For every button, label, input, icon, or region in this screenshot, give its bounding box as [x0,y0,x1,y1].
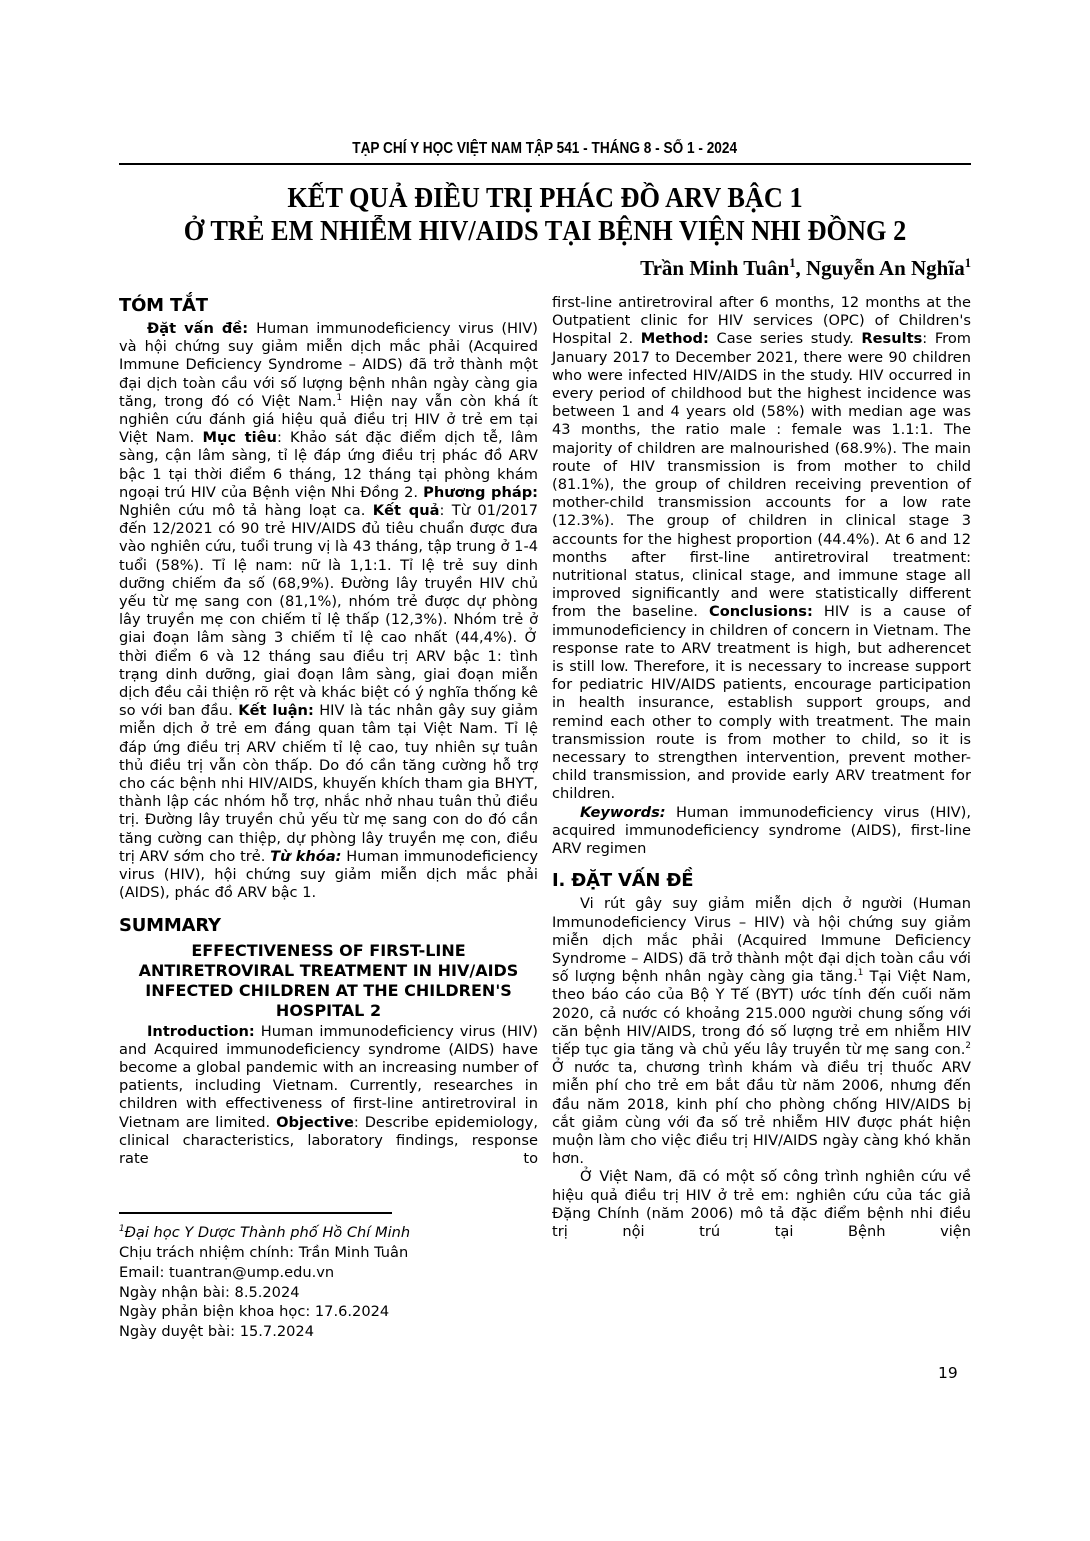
summary-intro-paragraph: Introduction: Human immunodeficiency virus (HIV) and Acquired immunodeficiency syndrome (AIDS) have become a global pandemic with an increasing number of patients, including Vietnam. Currently, researches in children with effectiveness of first-line antiretroviral in Vietnam are limited. Objective: Describe epidemiology, clinical characteristics, laboratory findings, response rate to [119,1022,538,1167]
journal-header [119,138,971,158]
footnote-affiliation: $^1$Đại học Y Dược Thành phố Hồ Chí Minh [119,1224,411,1242]
abstract-vi-paragraph: Đặt vấn đề: Human immunodeficiency virus (HIV) và hội chứng suy giảm miễn dịch mắc phải (Acquired Immune Deficiency Syndrome – AIDS) đã trở thành một đại dịch toàn cầu với số lượng bệnh nhân ngày càng gia tăng, trong đó có Việt Nam.$^1$ Hiện nay vẫn còn khá ít nghiên cứu đánh giá hiệu quả điều trị HIV ở trẻ em tại Việt Nam. Mục tiêu: Khảo sát đặc điểm dịch tễ, lâm sàng, cận lâm sàng, tỉ lệ đáp ứng điều trị phác đồ ARV bậc 1 tại thời điểm 6 tháng, 12 tháng tại phòng khám ngoại trú HIV của Bệnh viện Nhi Đồng 2. Phương pháp: Nghiên cứu mô tả hàng loạt ca. Kết quả: Từ 01/2017 đến 12/2021 có 90 trẻ HIV/AIDS đủ tiêu chuẩn được đưa vào nghiên cứu, tuổi trung vị là 43 tháng, tập trung ở 1-4 tuổi (58%). Tỉ lệ nam: nữ là 1,1:1. Tỉ lệ trẻ suy dinh dưỡng chiếm đa số (68,9%). Đường lây truyền HIV chủ yếu từ mẹ sang con (81,1%), nhóm trẻ được dự phòng lây truyền mẹ con chiếm tỉ lệ thấp (12,3%). Nhóm trẻ ở giai đoạn lâm sàng 3 chiếm tỉ lệ cao nhất (44,4%). Ở thời điểm 6 và 12 tháng sau điều trị ARV bậc 1: tình trạng dinh dưỡng, giai đoạn lâm sàng, giai đoạn miễn dịch đều cải thiện rõ rệt và khác biệt có ý nghĩa thống kê so với ban đầu. Kết luận: HIV là tác nhân gây suy giảm miễn dịch ở trẻ em đáng quan tâm tại Việt Nam. Tỉ lệ đáp ứng điều trị ARV chiếm tỉ lệ cao, tuy nhiên sự tuân thủ điều trị vẫn còn thấp. Do đó cần tăng cường hỗ trợ cho các bệnh nhi HIV/AIDS, khuyến khích tham gia BHYT, thành lập các nhóm hỗ trợ, nhắc nhở nhau tuân thủ điều trị. Đường lây truyền chủ yếu từ mẹ sang con do đó cần tăng cường can thiệp, dự phòng lây truyền mẹ con, điều trị ARV sớm cho trẻ. Từ khóa: Human immunodeficiency virus (HIV), hội chứng suy giảm miễn dịch mắc phải (AIDS), phác đồ ARV bậc 1. [119,320,539,902]
footnote-responsible: Chịu trách nhiệm chính: Trần Minh Tuân [119,1244,409,1262]
footnote-date-received: Ngày nhận bài: 8.5.2024 [119,1283,300,1301]
page-number: 19 [938,1364,958,1382]
footnote-date-accepted: Ngày duyệt bài: 15.7.2024 [119,1323,314,1341]
article-title-line-2: Ở TRẺ EM NHIỄM HIV/AIDS TẠI BỆNH VIỆN NHI ĐỒNG 2 [183,216,907,247]
section-1-paragraph-2: Ở Việt Nam, đã có một số công trình nghiên cứu về hiệu quả điều trị HIV ở trẻ em: nghiên cứu của tác giả Đặng Chính (năm 2006) mô tả đặc điểm bệnh nhi điều trị nội trú tại Bệnh viện [552,1168,971,1240]
article-title [119,182,971,248]
footnote-divider [119,1212,392,1214]
journal-header-text: TẠP CHÍ Y HỌC VIỆT NAM TẬP 541 - THÁNG 8 - SỐ 1 - 2024 [352,140,738,157]
footnote-date-reviewed: Ngày phản biện khoa học: 17.6.2024 [119,1303,390,1321]
section-1-heading: I. ĐẶT VẤN ĐỀ [552,870,694,892]
right-column [552,294,971,1342]
left-column [119,294,538,1342]
abstract-en-paragraph: first-line antiretroviral after 6 months, 12 months at the Outpatient clinic for HIV services (OPC) of Children's Hospital 2. Method: Case series study. Results: From January 2017 to December 2021, there were 90 children who were infected HIV/AIDS in the study. HIV occurred in every period of childhood but the highest incidence was between 1 and 4 years old (58%) with median age was 43 months, the ratio male : female was 1.1:1. The majority of children are malnourished (68.9%). The main route of HIV transmission is from mother to child (81.1%), the group of children receiving prevention of mother-child transmission accounts for a low rate (12.3%). The group of children in clinical stage 3 accounts for the highest proportion (44.4%). At 6 and 12 months after first-line antiretroviral treatment: nutritional status, clinical stage, and immune stage all improved significantly and were statistically different from the baseline. Conclusions: HIV is a cause of immunodeficiency in children of concern in Vietnam. The response rate to ARV treatment is high, but adherencet is still low. Therefore, it is necessary to increase support for pediatric HIV/AIDS patients, encourage participation in health insurance, establish support groups, and remind each other to comply with treatment. The main transmission route is from mother to child, so it is necessary to strengthen intervention, prevent mother-child transmission, and provide early ARV treatment for children. [552,294,972,803]
abstract-vi-heading: TÓM TẮT [119,295,208,316]
page-content [119,138,971,1342]
authors-line: Trần Minh Tuân$^1$, Nguyễn An Nghĩa$^1$ [640,256,971,280]
keywords-paragraph: Keywords: Human immunodeficiency virus (HIV), acquired immunodeficiency syndrome (AIDS), first-line ARV regimen [552,803,971,858]
section-1-paragraph-1: Vi rút gây suy giảm miễn dịch ở người (Human Immunodeficiency Virus – HIV) và hội chứng suy giảm miễn dịch mắc phải (Acquired Immune Deficiency Syndrome – AIDS) đã trở thành một đại dịch toàn cầu với số lượng bệnh nhân ngày càng gia tăng.$^1$ Tại Việt Nam, theo báo cáo của Bộ Y Tế (BYT) ước tính đến cuối năm 2020, cả nước có khoảng 215.000 người chung sống với căn bệnh HIV/AIDS, trong đó số lượng trẻ em nhiễm HIV tiếp tục gia tăng và chủ yếu lây truyền từ mẹ sang con.$^2$ Ở nước ta, chương trình khám và điều trị thuốc ARV miễn phí cho trẻ em bắt đầu từ năm 2006, nhưng đến đầu năm 2018, kinh phí cho phòng chống HIV/AIDS bị cắt giảm cùng với đa số trẻ nhiễm HIV được phát hiện muộn làm cho việc điều trị HIV/AIDS ngày càng khó khăn hơn. [552,895,971,1168]
article-columns [119,294,971,1342]
article-title-line-1: KẾT QUẢ ĐIỀU TRỊ PHÁC ĐỒ ARV BẬC 1 [287,183,803,214]
summary-heading: SUMMARY [119,914,221,936]
footnote-block [119,1200,538,1342]
footnote-email: Email: tuantran@ump.edu.vn [119,1263,335,1281]
summary-title: EFFECTIVENESS OF FIRST-LINE ANTIRETROVIRAL TREATMENT IN HIV/AIDS INFECTED CHILDREN AT THE CHILDREN'S HOSPITAL 2 [138,940,519,1020]
header-rule [119,163,971,165]
